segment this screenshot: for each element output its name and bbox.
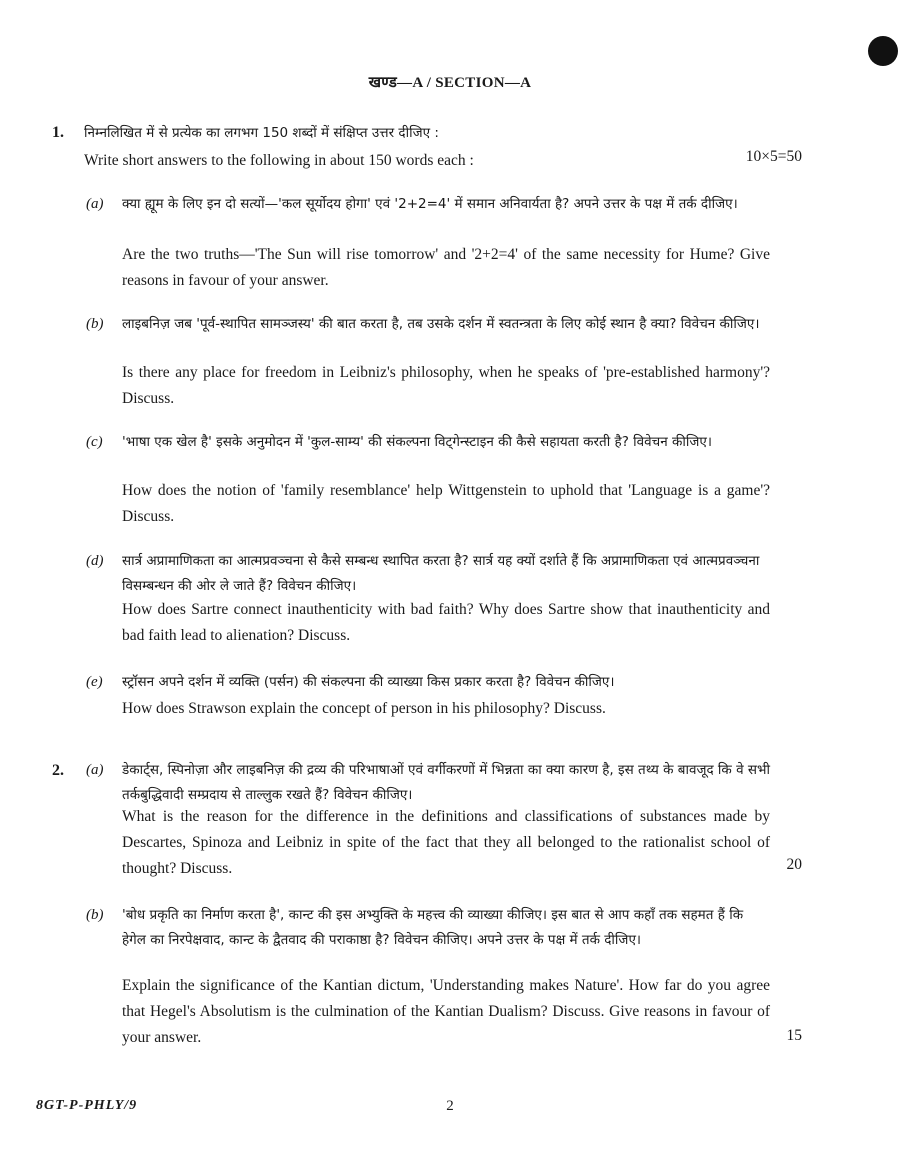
q1-part-d-english: How does Sartre connect inauthenticity with bad faith? Why does Sartre show that inauthenticity and bad faith lead to alienation? Discuss. [122,601,770,644]
q1-part-d-label: (d) [86,553,104,569]
question-1-english: Write short answers to the following in about 150 words each : [84,152,474,169]
paper-code: 8GT-P-PHLY/9 [36,1098,138,1113]
question-2-number: 2. [52,762,64,779]
section-heading: खण्ड—A / SECTION—A [368,75,532,91]
q2-part-b-english: Explain the significance of the Kantian dictum, 'Understanding makes Nature'. How far do you agree that Hegel's Absolutism is the culmination of the Kantian Dualism? Discuss. Give reasons in favour of your answer. [122,977,770,1046]
q1-part-d-hindi: सार्त्र अप्रामाणिकता का आत्मप्रवञ्चना से कैसे सम्बन्ध स्थापित करता है? सार्त्र यह क्यों दर्शाते हैं कि अप्रामाणिकता एवं आत्मप्रवञ्चना विसम्बन्धन की ओर ले जाते हैं? विवेचन कीजिए। [122,553,760,594]
q1-part-c-english: How does the notion of 'family resemblance' help Wittgenstein to uphold that 'Language is a game'? Discuss. [122,482,770,525]
q2-part-b-marks: 15 [786,1027,802,1044]
q1-part-b-hindi: लाइबनिज़ जब 'पूर्व-स्थापित सामञ्जस्य' की बात करता है, तब उसके दर्शन में स्वतन्त्रता के लिए कोई स्थान है क्या? विवेचन कीजिए। [122,316,760,332]
q1-part-a-english: Are the two truths—'The Sun will rise tomorrow' and '2+2=4' of the same necessity for Hume? Give reasons in favour of your answer. [122,246,770,289]
q2-part-a-english: What is the reason for the difference in the definitions and classifications of substances made by Descartes, Spinoza and Leibniz in spite of the fact that they all belonged to the rationalist school of thought? Discuss. [122,808,770,877]
q1-part-c-hindi: 'भाषा एक खेल है' इसके अनुमोदन में 'कुल-साम्य' की संकल्पना विट्गेन्स्टाइन की कैसे सहायता करती है? विवेचन कीजिए। [122,434,712,450]
q2-part-b-label: (b) [86,907,104,923]
q1-part-a-hindi: क्या ह्यूम के लिए इन दो सत्यों—'कल सूर्योदय होगा' एवं '2+2=4' में समान अनिवार्यता है? अपने उत्तर के पक्ष में तर्क दीजिए। [122,196,738,212]
question-1-hindi: निम्नलिखित में से प्रत्येक का लगभग 150 शब्दों में संक्षिप्त उत्तर दीजिए : [84,125,439,141]
page-number: 2 [446,1098,454,1114]
q1-part-e-hindi: स्ट्रॉसन अपने दर्शन में व्यक्ति (पर्सन) की संकल्पना की व्याख्या किस प्रकार करता है? विवेचन कीजिए। [122,674,615,690]
q1-part-a-label: (a) [86,196,104,212]
q2-part-b-hindi: 'बोध प्रकृति का निर्माण करता है', कान्ट की इस अभ्युक्ति के महत्त्व की व्याख्या कीजिए। इस बात से आप कहाँ तक सहमत हैं कि हेगेल का निरपेक्षवाद, कान्ट के द्वैतवाद की पराकाष्ठा है? विवेचन कीजिए। अपने उत्तर के पक्ष में तर्क दीजिए। [122,907,744,948]
q1-part-e-english: How does Strawson explain the concept of person in his philosophy? Discuss. [122,700,606,717]
question-1-marks: 10×5=50 [745,148,802,165]
question-1-number: 1. [52,124,64,141]
corner-dot [868,36,898,66]
q2-part-a-marks: 20 [786,856,802,873]
q1-part-c-label: (c) [86,434,103,450]
q2-part-a-label: (a) [86,762,104,778]
q1-part-b-english: Is there any place for freedom in Leibniz's philosophy, when he speaks of 'pre-established harmony'? Discuss. [122,364,770,407]
q1-part-e-label: (e) [86,674,103,690]
q2-part-a-hindi: डेकार्ट्स, स्पिनोज़ा और लाइबनिज़ की द्रव्य की परिभाषाओं एवं वर्गीकरणों में भिन्नता का क्या कारण है, इस तथ्य के बावजूद कि वे सभी तर्कबुद्धिवादी सम्प्रदाय से ताल्लुक रखते हैं? विवेचन कीजिए। [122,762,770,803]
q1-part-b-label: (b) [86,316,104,332]
